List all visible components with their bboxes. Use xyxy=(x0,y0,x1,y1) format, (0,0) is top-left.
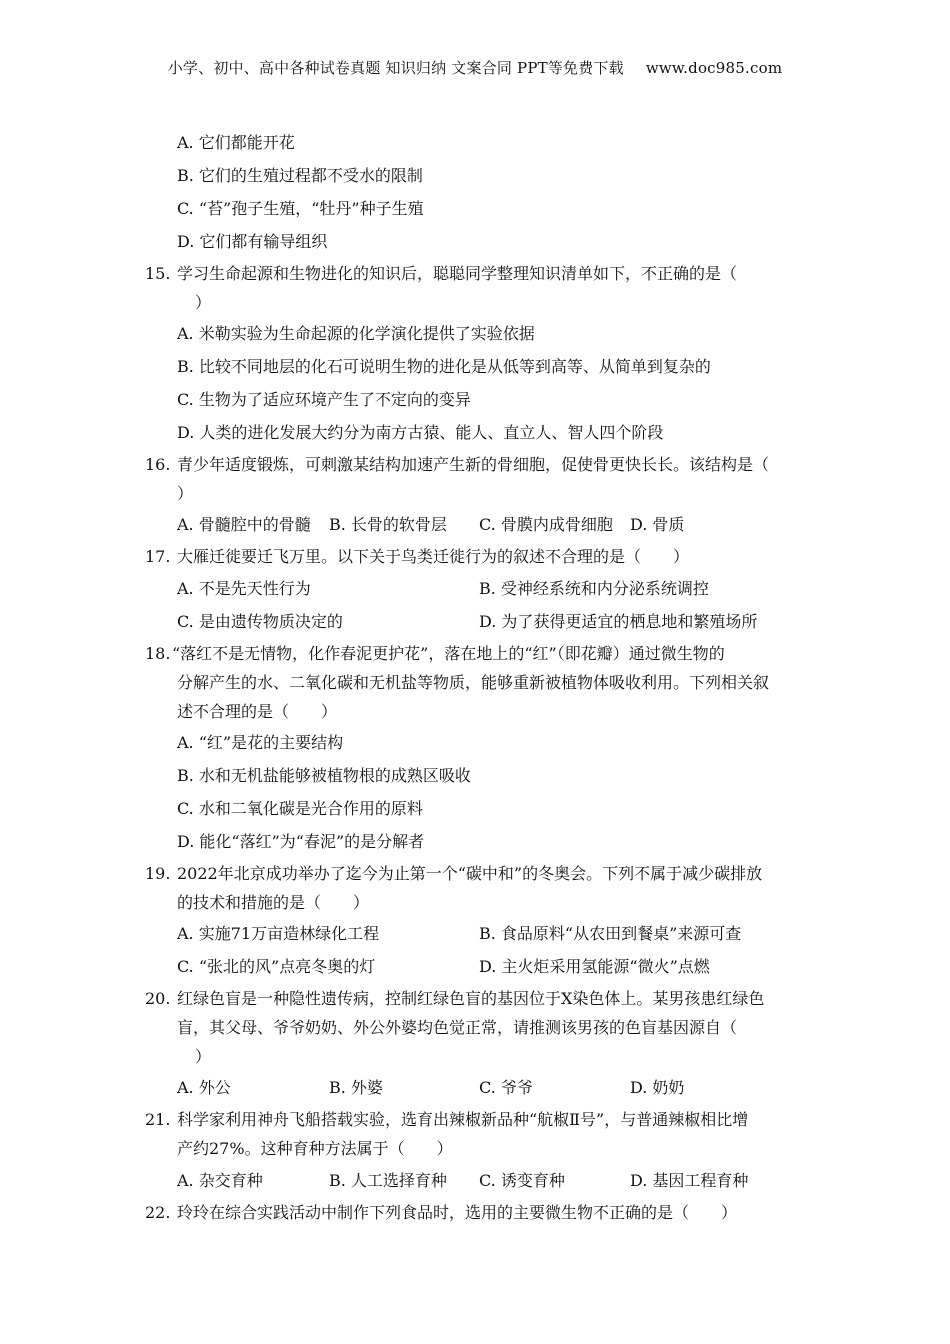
page-header xyxy=(0,57,950,78)
q15-option-d: D. 人类的进化发展大约分为南方古猿、能人、直立人、智人四个阶段 xyxy=(177,423,664,442)
q16-number: 16. xyxy=(145,455,171,474)
q17-option-b: B. 受神经系统和内分泌系统调控 xyxy=(479,579,709,598)
q21-option-a: A. 杂交育种 xyxy=(177,1171,263,1190)
q16-stem-line2: ） xyxy=(177,484,194,503)
q20-number: 20. xyxy=(145,989,171,1008)
q16-stem-line1: 青少年适度锻炼，可刺激某结构加速产生新的骨细胞，促使骨更快长长。该结构是（ xyxy=(177,455,770,474)
q15-stem-line1: 学习生命起源和生物进化的知识后，聪聪同学整理知识清单如下，不正确的是（ xyxy=(177,264,738,283)
header-text: 小学、初中、高中各种试卷真题 知识归纳 文案合同 PPT等免费下载 xyxy=(167,59,624,77)
q17-option-c: C. 是由遗传物质决定的 xyxy=(177,612,343,631)
q18-option-b: B. 水和无机盐能够被植物根的成熟区吸收 xyxy=(177,766,471,785)
q19-option-a: A. 实施71万亩造林绿化工程 xyxy=(177,924,380,943)
q18-option-a: A. “红”是花的主要结构 xyxy=(177,733,344,752)
q20-option-a: A. 外公 xyxy=(177,1078,231,1097)
q18-stem-line3: 述不合理的是（ ） xyxy=(177,702,338,721)
q16-option-d: D. 骨质 xyxy=(630,515,685,534)
q16-option-b: B. 长骨的软骨层 xyxy=(329,515,447,534)
q15-option-c: C. 生物为了适应环境产生了不定向的变异 xyxy=(177,390,471,409)
q20-option-c: C. 爷爷 xyxy=(479,1078,533,1097)
q14-option-a: A. 它们都能开花 xyxy=(177,133,295,152)
q21-option-d: D. 基因工程育种 xyxy=(630,1171,749,1190)
q17-option-d: D. 为了获得更适宜的栖息地和繁殖场所 xyxy=(479,612,758,631)
q15-option-a: A. 米勒实验为生命起源的化学演化提供了实验依据 xyxy=(177,324,535,343)
q20-stem-line3: ） xyxy=(195,1047,212,1066)
q14-option-b: B. 它们的生殖过程都不受水的限制 xyxy=(177,166,423,185)
q17-option-a: A. 不是先天性行为 xyxy=(177,579,311,598)
q21-number: 21. xyxy=(145,1110,171,1129)
q19-option-b: B. 食品原料“从农田到餐桌”来源可查 xyxy=(479,924,742,943)
q18-stem-line2: 分解产生的水、二氧化碳和无机盐等物质，能够重新被植物体吸收利用。下列相关叙 xyxy=(177,673,770,692)
q19-stem-line1: 2022年北京成功举办了迄今为止第一个“碳中和”的冬奥会。下列不属于减少碳排放 xyxy=(177,864,763,883)
q14-option-d: D. 它们都有输导组织 xyxy=(177,232,328,251)
q18-option-d: D. 能化“落红”为“春泥”的是分解者 xyxy=(177,832,425,851)
q16-option-c: C. 骨膜内成骨细胞 xyxy=(479,515,613,534)
q20-option-d: D. 奶奶 xyxy=(630,1078,685,1097)
q16-option-a: A. 骨髓腔中的骨髓 xyxy=(177,515,311,534)
q18-stem-line1: “落红不是无情物，化作春泥更护花”，落在地上的“红”（即花瓣）通过微生物的 xyxy=(172,644,725,663)
q19-stem-line2: 的技术和措施的是（ ） xyxy=(177,893,370,912)
q18-number: 18. xyxy=(145,644,171,663)
q15-number: 15. xyxy=(145,264,171,283)
q15-stem-line2: ） xyxy=(195,293,212,312)
q22-number: 22. xyxy=(145,1203,171,1222)
q18-option-c: C. 水和二氧化碳是光合作用的原料 xyxy=(177,799,423,818)
q14-option-c: C. “苔”孢子生殖，“牡丹”种子生殖 xyxy=(177,199,424,218)
q19-option-c: C. “张北的风”点亮冬奥的灯 xyxy=(177,957,376,976)
q21-option-c: C. 诱变育种 xyxy=(479,1171,565,1190)
q17-stem-line1: 大雁迁徙要迁飞万里。以下关于鸟类迁徙行为的叙述不合理的是（ ） xyxy=(177,547,690,566)
q20-option-b: B. 外婆 xyxy=(329,1078,383,1097)
q21-stem-line1: 科学家利用神舟飞船搭载实验，选育出辣椒新品种“航椒Ⅱ号”，与普通辣椒相比增 xyxy=(177,1110,749,1129)
q21-stem-line2: 产约27%。这种育种方法属于（ ） xyxy=(177,1139,453,1158)
q20-stem-line1: 红绿色盲是一种隐性遗传病，控制红绿色盲的基因位于X染色体上。某男孩患红绿色 xyxy=(177,989,765,1008)
q21-option-b: B. 人工选择育种 xyxy=(329,1171,447,1190)
q22-stem-line1: 玲玲在综合实践活动中制作下列食品时，选用的主要微生物不正确的是（ ） xyxy=(177,1203,738,1222)
q19-number: 19. xyxy=(145,864,171,883)
q20-stem-line2: 盲，其父母、爷爷奶奶、外公外婆均色觉正常，请推测该男孩的色盲基因源自（ xyxy=(177,1018,738,1037)
header-site-link[interactable]: www.doc985.com xyxy=(645,59,783,77)
q17-number: 17. xyxy=(145,547,171,566)
q15-option-b: B. 比较不同地层的化石可说明生物的进化是从低等到高等、从简单到复杂的 xyxy=(177,357,711,376)
q19-option-d: D. 主火炬采用氢能源“微火”点燃 xyxy=(479,957,710,976)
